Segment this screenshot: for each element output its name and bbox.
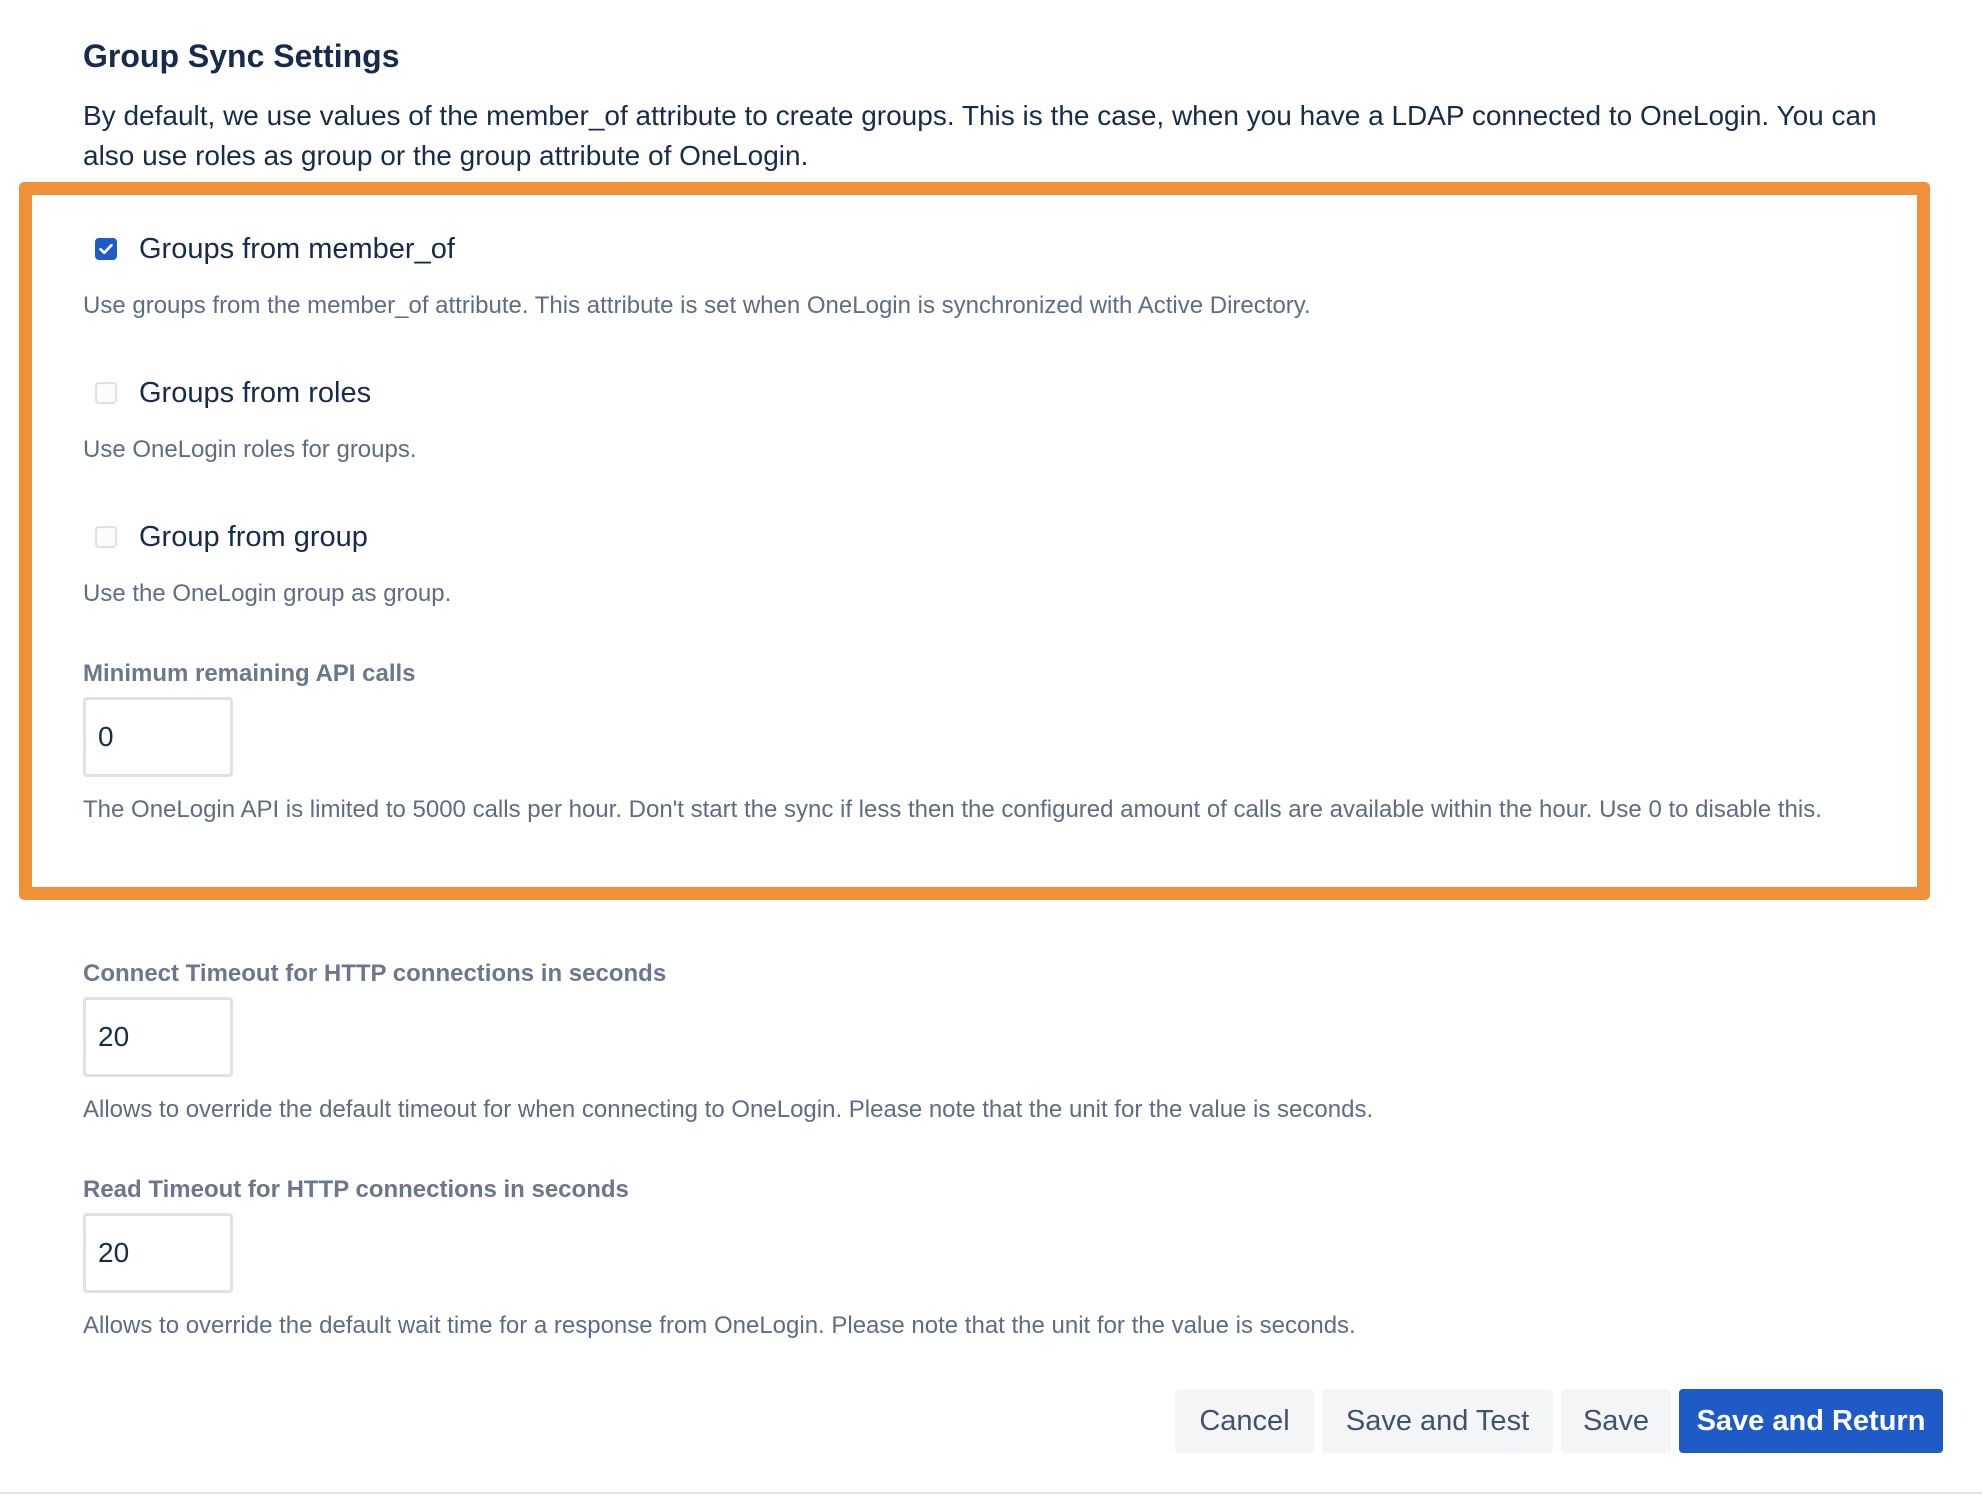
groups-from-roles-help: Use OneLogin roles for groups. xyxy=(83,436,417,463)
save-and-test-button[interactable]: Save and Test xyxy=(1322,1389,1553,1453)
min-api-calls-help: The OneLogin API is limited to 5000 calls per hour. Don't start the sync if less then the configured amount of calls are available within the hour. Use 0 to disable this. xyxy=(83,796,1822,823)
checkmark-icon xyxy=(97,240,115,258)
groups-from-member-of-checkbox[interactable] xyxy=(95,238,117,260)
read-timeout-input[interactable] xyxy=(83,1213,233,1293)
groups-from-member-of-label[interactable]: Groups from member_of xyxy=(139,233,455,265)
groups-from-member-of-help: Use groups from the member_of attribute. This attribute is set when OneLogin is synchronized with Active Directory. xyxy=(83,292,1311,319)
groups-from-roles-checkbox[interactable] xyxy=(95,382,117,404)
save-and-return-button[interactable]: Save and Return xyxy=(1679,1389,1943,1453)
group-from-group-checkbox[interactable] xyxy=(95,526,117,548)
groups-from-roles-label[interactable]: Groups from roles xyxy=(139,377,372,409)
connect-timeout-label: Connect Timeout for HTTP connections in seconds xyxy=(83,960,667,987)
section-title: Group Sync Settings xyxy=(83,38,400,74)
min-api-calls-input[interactable] xyxy=(83,697,233,777)
footer-divider xyxy=(0,1492,1982,1494)
read-timeout-label: Read Timeout for HTTP connections in seconds xyxy=(83,1176,629,1203)
group-from-group-label[interactable]: Group from group xyxy=(139,521,368,553)
connect-timeout-input[interactable] xyxy=(83,997,233,1077)
group-from-group-help: Use the OneLogin group as group. xyxy=(83,580,452,607)
connect-timeout-help: Allows to override the default timeout for when connecting to OneLogin. Please note that the unit for the value is seconds. xyxy=(83,1096,1374,1123)
cancel-button[interactable]: Cancel xyxy=(1175,1389,1314,1453)
section-intro: By default, we use values of the member_of attribute to create groups. This is the case, when you have a LDAP connected to OneLogin. You can also use roles as group or the group attribute of OneLogin. xyxy=(83,100,1877,171)
read-timeout-help: Allows to override the default wait time for a response from OneLogin. Please note that the unit for the value is seconds. xyxy=(83,1312,1356,1339)
min-api-calls-label: Minimum remaining API calls xyxy=(83,660,416,687)
save-button[interactable]: Save xyxy=(1561,1389,1671,1453)
